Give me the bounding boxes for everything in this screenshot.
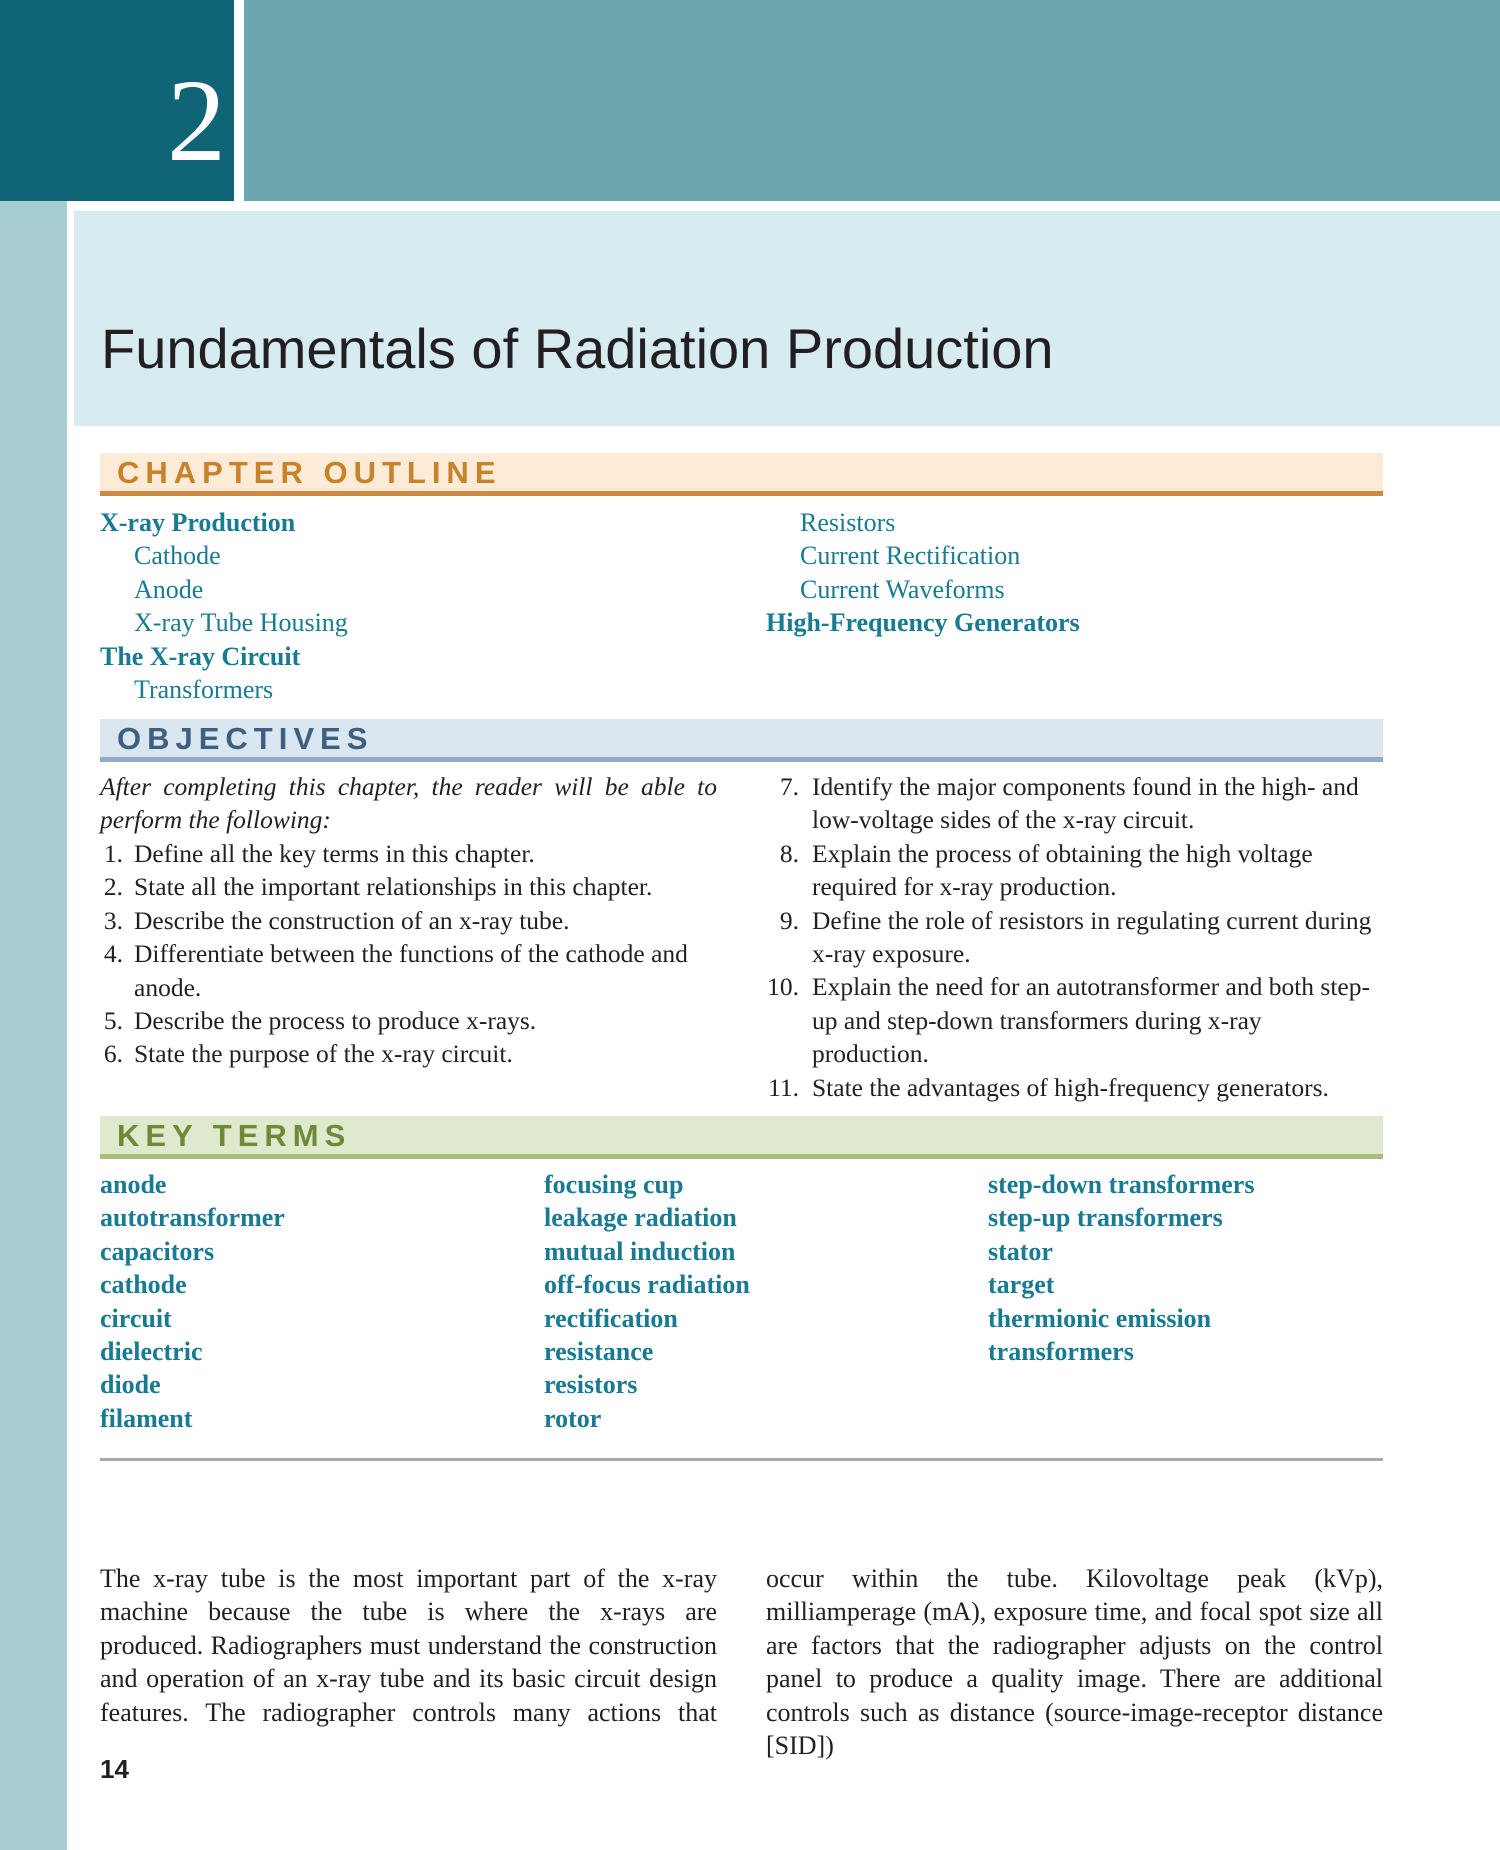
objective-text: Describe the process to produce x-rays. <box>134 1006 537 1036</box>
objectives-right-list <box>766 770 1383 1104</box>
outline-subitem: Current Rectification <box>800 541 1021 571</box>
objective-number: 5. <box>103 1006 123 1036</box>
page-number: 14 <box>100 1754 129 1784</box>
outline-right-column <box>766 506 1080 640</box>
objective-number: 8. <box>779 838 799 868</box>
objective-text: Describe the construction of an x-ray tube. <box>134 905 570 935</box>
key-term: filament <box>100 1403 193 1433</box>
key-term: diode <box>100 1370 161 1400</box>
key-term: capacitors <box>100 1236 215 1266</box>
objective-text: Identify the major components found in the high- and low-voltage sides of the x-ray circuit. <box>812 772 1359 835</box>
key-terms-column-3 <box>988 1168 1254 1368</box>
objective-text: Define the role of resistors in regulating current during x-ray exposure. <box>812 905 1372 969</box>
key-term: dielectric <box>100 1337 203 1367</box>
title-band <box>74 211 1500 426</box>
objective-text: Explain the need for an autotransformer and both step-up and step-down transformers during x-ray production. <box>812 972 1370 1069</box>
objective-item <box>766 770 1383 837</box>
objective-item <box>766 904 1383 971</box>
key-terms-column-1 <box>100 1168 285 1435</box>
outline-subitem: Cathode <box>134 541 221 571</box>
objective-number: 6. <box>103 1039 123 1069</box>
outline-heading-item: The X-ray Circuit <box>100 641 301 671</box>
objective-number: 7. <box>779 772 799 801</box>
chapter-number: 2 <box>167 55 226 186</box>
key-terms-heading: KEY TERMS <box>117 1118 352 1153</box>
objective-item <box>766 970 1383 1070</box>
key-terms-header <box>100 1116 1383 1159</box>
body-text-left: The x-ray tube is the most important part of the x-ray machine because the tube is where the x-rays are produced. Radiographers must understand the construction and operation of an x-ray tube and its basic circuit design features. The radiographer controls many actions that <box>100 1564 717 1727</box>
key-term: mutual induction <box>544 1236 736 1266</box>
outline-subitem: Anode <box>134 574 204 604</box>
objective-text: State all the important relationships in this chapter. <box>134 872 653 902</box>
header-band <box>244 0 1500 201</box>
objective-text: State the advantages of high-frequency generators. <box>812 1072 1329 1102</box>
key-term: resistance <box>544 1337 654 1367</box>
chapter-number-box <box>0 0 234 201</box>
chapter-outline-header <box>100 453 1383 496</box>
key-terms-column-2 <box>544 1168 750 1435</box>
objective-item <box>100 870 717 903</box>
chapter-outline-heading: CHAPTER OUTLINE <box>117 455 502 490</box>
key-term: cathode <box>100 1270 187 1300</box>
objective-number: 9. <box>779 905 799 935</box>
objective-number: 4. <box>103 939 123 969</box>
key-term: rectification <box>544 1303 678 1333</box>
key-term: thermionic emission <box>988 1303 1212 1333</box>
key-term: stator <box>988 1236 1053 1266</box>
objective-item <box>100 904 717 937</box>
objective-number: 10. <box>767 972 799 1002</box>
objectives-header <box>100 719 1383 762</box>
key-term: focusing cup <box>544 1170 684 1199</box>
body-text-right: occur within the tube. Kilovoltage peak (kVp), milliamperage (mA), exposure time, and focal spot size all are factors that the radiographer adjusts on the control panel to produce a quality image. There are additional controls such as distance (source-image-receptor distance [SID]) <box>766 1564 1383 1761</box>
objectives-intro: After completing this chapter, the reader will be able to perform the following: <box>100 772 717 835</box>
outline-subitem: Resistors <box>800 508 896 537</box>
key-term: rotor <box>544 1403 602 1433</box>
outline-heading-item: X-ray Production <box>100 508 296 537</box>
chapter-title: Fundamentals of Radiation Production <box>101 317 1054 380</box>
key-term: target <box>988 1270 1055 1300</box>
key-term: autotransformer <box>100 1203 285 1233</box>
key-term: circuit <box>100 1303 172 1333</box>
key-term: leakage radiation <box>544 1203 737 1233</box>
objectives-left-list <box>100 837 717 1071</box>
objective-item <box>766 837 1383 904</box>
objective-item <box>100 1004 717 1037</box>
outline-subitem: Transformers <box>134 675 274 705</box>
objective-number: 11. <box>768 1072 799 1102</box>
objective-text: Differentiate between the functions of the cathode and anode. <box>134 939 688 1002</box>
left-margin-bar <box>0 0 67 1850</box>
key-term: resistors <box>544 1370 638 1400</box>
objective-text: State the purpose of the x-ray circuit. <box>134 1039 513 1069</box>
objective-item <box>100 937 717 1004</box>
objective-item <box>100 1037 717 1070</box>
key-term: anode <box>100 1170 167 1199</box>
key-term: off-focus radiation <box>544 1270 750 1300</box>
outline-subitem: Current Waveforms <box>800 574 1005 604</box>
objective-number: 3. <box>103 905 123 935</box>
objective-item <box>766 1071 1383 1104</box>
outline-left-column <box>100 506 348 706</box>
section-divider <box>100 1458 1383 1461</box>
objective-item <box>100 837 717 870</box>
objective-number: 1. <box>103 839 123 868</box>
objective-number: 2. <box>103 872 123 902</box>
key-term: transformers <box>988 1337 1134 1367</box>
key-term: step-up transformers <box>988 1203 1223 1233</box>
objective-text: Explain the process of obtaining the high voltage required for x-ray production. <box>812 838 1313 902</box>
objectives-heading: OBJECTIVES <box>117 721 374 756</box>
outline-heading-item: High-Frequency Generators <box>766 608 1080 638</box>
objective-text: Define all the key terms in this chapter. <box>134 839 535 868</box>
outline-subitem: X-ray Tube Housing <box>134 608 348 638</box>
key-term: step-down transformers <box>988 1170 1255 1199</box>
